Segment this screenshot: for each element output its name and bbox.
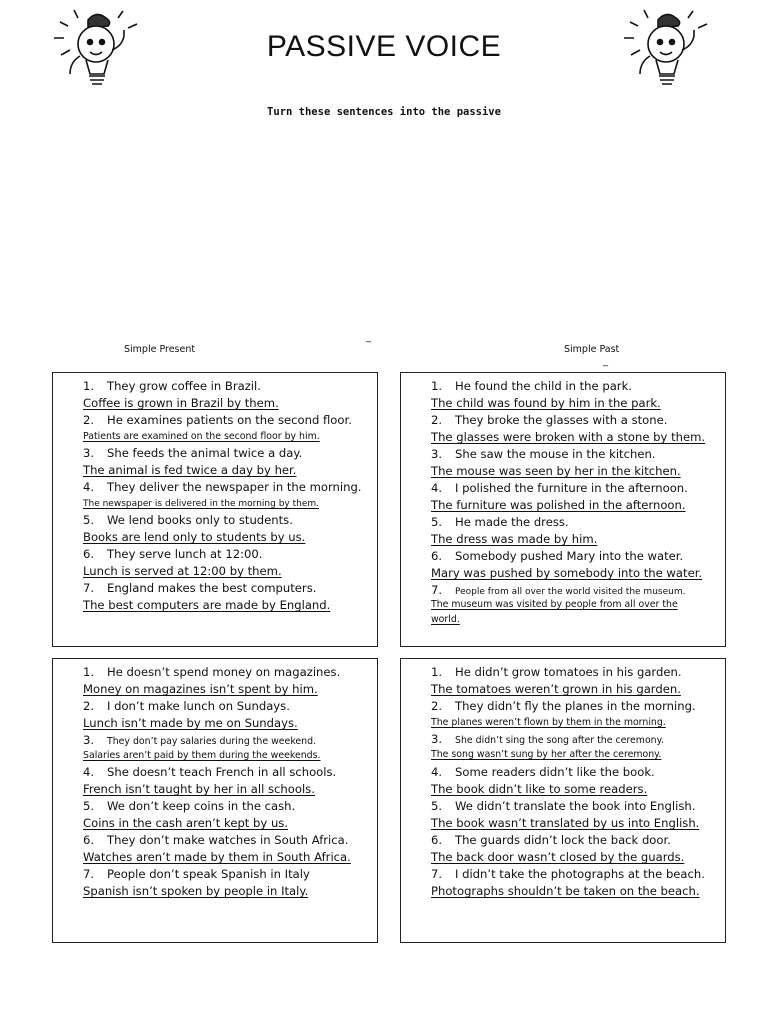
question-row: 4. I polished the furniture in the afternoon. [431, 481, 688, 495]
section-label-simple-present: Simple Present [124, 344, 196, 355]
answer-row: The tomatoes weren’t grown in his garden. [431, 682, 681, 696]
answer-row: The song wasn’t sung by her after the ceremony. [431, 749, 662, 760]
instruction-text: Turn these sentences into the passive [267, 106, 501, 118]
exercise-box-past-affirmative [400, 372, 726, 647]
answer-row: French isn’t taught by her in all schools. [83, 782, 315, 796]
answer-row: Coffee is grown in Brazil by them. [83, 396, 279, 410]
page-title: PASSIVE VOICE [266, 30, 502, 63]
answer-row: Watches aren’t made by them in South Africa. [83, 850, 351, 864]
question-row: 1. He didn’t grow tomatoes in his garden. [431, 665, 682, 679]
answer-row: Money on magazines isn’t spent by him. [83, 682, 318, 696]
question-row: 6. The guards didn’t lock the back door. [431, 833, 671, 847]
dash-mark: _ [603, 356, 608, 367]
question-row: 7. People don’t speak Spanish in Italy [83, 867, 310, 881]
question-row: 3. She didn’t sing the song after the ceremony. [431, 732, 664, 746]
question-row: 4. She doesn’t teach French in all schools. [83, 765, 337, 779]
answer-row: Coins in the cash aren’t kept by us. [83, 816, 289, 830]
answer-row: The animal is fed twice a day by her. [83, 463, 297, 477]
question-row: 1. They grow coffee in Brazil. [83, 379, 261, 393]
question-row: 4. They deliver the newspaper in the morning. [83, 480, 362, 494]
question-row: 2. He examines patients on the second floor. [83, 413, 352, 427]
answer-row-continued: world. [431, 614, 460, 625]
answer-row: The furniture was polished in the afternoon. [431, 498, 686, 512]
answer-row: The back door wasn’t closed by the guards. [431, 850, 685, 864]
question-row: 1. He found the child in the park. [431, 379, 632, 393]
dash-mark: _ [366, 332, 371, 343]
question-row: 3. She saw the mouse in the kitchen. [431, 447, 656, 461]
section-label-simple-past: Simple Past [564, 344, 620, 355]
question-row: 5. We lend books only to students. [83, 513, 293, 527]
answer-row: Patients are examined on the second floor by him. [83, 431, 320, 442]
question-row: 7. People from all over the world visited the museum. [431, 583, 686, 597]
answer-row: Lunch is served at 12:00 by them. [83, 564, 282, 578]
question-row: 3. She feeds the animal twice a day. [83, 446, 303, 460]
answer-row: Salaries aren’t paid by them during the weekends. [83, 750, 321, 761]
question-row: 3. They don’t pay salaries during the weekend. [83, 733, 317, 747]
question-row: 1. He doesn’t spend money on magazines. [83, 665, 341, 679]
answer-row: Lunch isn’t made by me on Sundays. [83, 716, 298, 730]
answer-row: The child was found by him in the park. [431, 396, 661, 410]
question-row: 7. I didn’t take the photographs at the beach. [431, 867, 705, 881]
answer-row: The museum was visited by people from all over the [431, 599, 678, 610]
question-row: 5. He made the dress. [431, 515, 569, 529]
answer-row: Photographs shouldn’t be taken on the beach. [431, 884, 700, 898]
exercise-box-past-negative [400, 658, 726, 943]
answer-row: Books are lend only to students by us. [83, 530, 306, 544]
answer-row: The best computers are made by England. [83, 598, 331, 612]
exercise-box-present-affirmative [52, 372, 378, 647]
exercise-box-present-negative [52, 658, 378, 943]
question-row: 7. England makes the best computers. [83, 581, 317, 595]
question-row: 6. Somebody pushed Mary into the water. [431, 549, 684, 563]
question-row: 6. They don’t make watches in South Africa. [83, 833, 349, 847]
answer-row: Mary was pushed by somebody into the water. [431, 566, 703, 580]
question-row: 5. We didn’t translate the book into English. [431, 799, 696, 813]
question-row: 2. I don’t make lunch on Sundays. [83, 699, 290, 713]
answer-row: The planes weren’t flown by them in the morning. [431, 717, 666, 728]
question-row: 4. Some readers didn’t like the book. [431, 765, 655, 779]
answer-row: The book wasn’t translated by us into English. [431, 816, 700, 830]
answer-row: The newspaper is delivered in the morning by them. [83, 499, 319, 509]
answer-row: The glasses were broken with a stone by them. [431, 430, 706, 444]
question-row: 2. They broke the glasses with a stone. [431, 413, 668, 427]
answer-row: The book didn’t like to some readers. [431, 782, 648, 796]
answer-row: The mouse was seen by her in the kitchen. [431, 464, 681, 478]
answer-row: The dress was made by him. [431, 532, 598, 546]
question-row: 2. They didn’t fly the planes in the morning. [431, 699, 696, 713]
question-row: 5. We don’t keep coins in the cash. [83, 799, 296, 813]
answer-row: Spanish isn’t spoken by people in Italy. [83, 884, 309, 898]
question-row: 6. They serve lunch at 12:00. [83, 547, 263, 561]
